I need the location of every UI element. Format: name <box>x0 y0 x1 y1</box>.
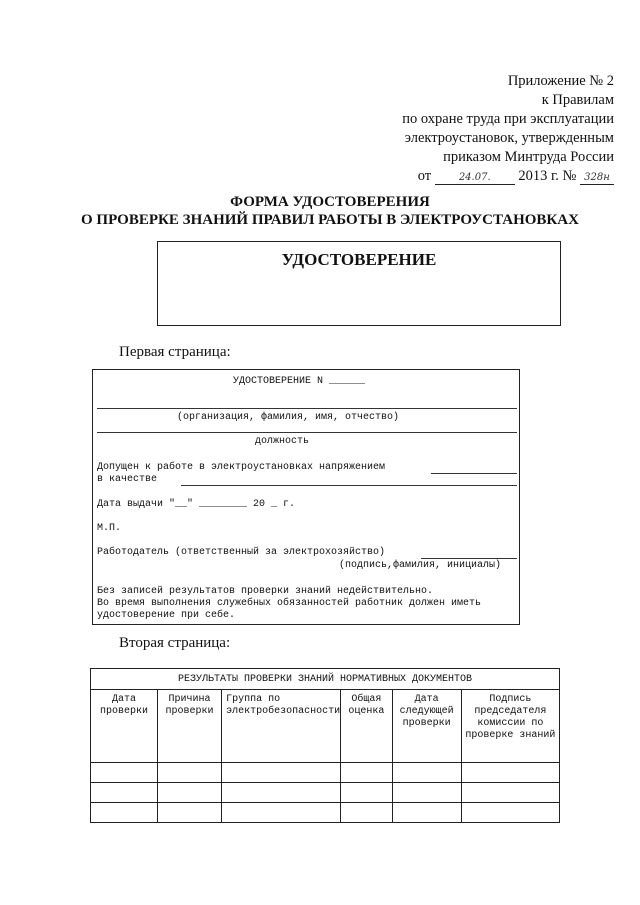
certificate-title-box <box>157 241 561 326</box>
appendix-header <box>314 72 614 186</box>
appendix-rules-topic: по охране труда при эксплуатации <box>402 111 614 127</box>
table-cell <box>461 763 559 783</box>
card-certificate-number: УДОСТОВЕРЕНИЕ N ______ <box>233 376 366 387</box>
appendix-rules-approved: электроустановок, утвержденным <box>404 130 614 146</box>
table-cell <box>392 783 461 803</box>
table-header-row <box>91 690 560 763</box>
table-row <box>91 783 560 803</box>
table-cell <box>341 763 392 783</box>
table-cell <box>461 783 559 803</box>
position-line <box>97 432 517 433</box>
appendix-rules: к Правилам <box>541 92 614 108</box>
form-title <box>40 193 620 229</box>
column-header: Причина проверки <box>157 690 221 763</box>
handwritten-date: 24.07. <box>435 172 515 185</box>
issue-date: Дата выдачи "__" ________ 20 _ г. <box>97 499 296 510</box>
note-invalid: Без записей результатов проверки знаний недействительно. <box>97 586 434 597</box>
first-page-card <box>92 369 520 625</box>
table-cell <box>461 803 559 823</box>
table-cell <box>341 783 392 803</box>
admitted-voltage-text: Допущен к работе в электроустановках напряжением <box>97 462 386 473</box>
column-header: Дата проверки <box>91 690 158 763</box>
appendix-ministry: приказом Минтруда России <box>443 149 614 165</box>
table-cell <box>222 803 341 823</box>
position-caption: должность <box>255 436 310 447</box>
first-page-label: Первая страница: <box>119 344 231 360</box>
date-prefix: от <box>417 168 432 184</box>
role-line <box>181 485 517 486</box>
table-cell <box>392 763 461 783</box>
signature-line <box>421 558 517 559</box>
employer-text: Работодатель (ответственный за электрохозяйство) <box>97 547 386 558</box>
handwritten-number: 328н <box>580 172 614 185</box>
table-cell <box>91 763 158 783</box>
column-header: Дата следующей проверки <box>392 690 461 763</box>
certificate-title: УДОСТОВЕРЕНИЕ <box>281 250 437 269</box>
table-cell <box>91 783 158 803</box>
table-row <box>91 803 560 823</box>
voltage-line <box>431 473 517 474</box>
column-header: Группа по электробезопасности <box>222 690 341 763</box>
org-line <box>97 408 517 409</box>
table-cell <box>392 803 461 823</box>
signature-caption: (подпись,фамилия, инициалы) <box>339 560 502 571</box>
note-carry-2: удостоверение при себе. <box>97 610 236 621</box>
form-title-line-2: О ПРОВЕРКЕ ЗНАНИЙ ПРАВИЛ РАБОТЫ В ЭЛЕКТРОУСТАНОВКАХ <box>81 212 579 228</box>
table-cell <box>157 763 221 783</box>
year-text: 2013 г. № <box>518 168 577 184</box>
knowledge-check-results-table <box>90 668 560 823</box>
stamp-place: М.П. <box>97 523 122 534</box>
table-row <box>91 763 560 783</box>
table-cell <box>222 783 341 803</box>
table-title-row <box>91 669 560 690</box>
table-cell <box>91 803 158 823</box>
appendix-number: Приложение № 2 <box>507 73 614 89</box>
form-title-line-1: ФОРМА УДОСТОВЕРЕНИЯ <box>230 194 430 210</box>
column-header: Подпись председателя комиссии по проверке знаний <box>461 690 559 763</box>
note-carry-1: Во время выполнения служебных обязанностей работник должен иметь <box>97 598 482 609</box>
table-title: РЕЗУЛЬТАТЫ ПРОВЕРКИ ЗНАНИЙ НОРМАТИВНЫХ ДОКУМЕНТОВ <box>91 669 560 690</box>
table-cell <box>157 783 221 803</box>
column-header: Общая оценка <box>341 690 392 763</box>
admitted-role-text: в качестве <box>97 474 158 485</box>
table-cell <box>222 763 341 783</box>
table-cell <box>341 803 392 823</box>
table-cell <box>157 803 221 823</box>
appendix-date-line <box>314 167 614 186</box>
org-caption: (организация, фамилия, имя, отчество) <box>177 412 400 423</box>
second-page-label: Вторая страница: <box>119 635 231 651</box>
